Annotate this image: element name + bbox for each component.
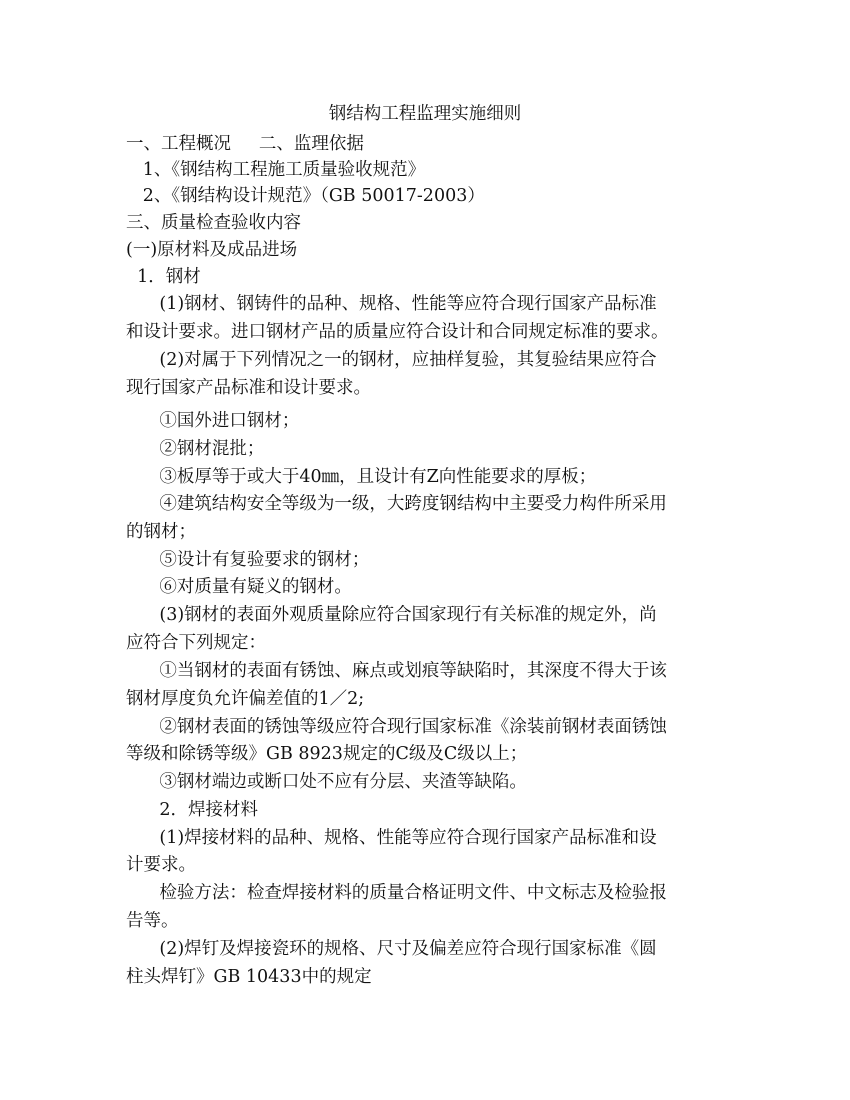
text-line-7: (1)钢材、钢铸件的品种、规格、性能等应符合现行国家产品标准 [126,294,657,314]
text-line-28: 检验方法：检查焊接材料的质量合格证明文件、中文标志及检验报 [126,883,667,903]
text-line-13: ③板厚等于或大于40㎜，且设计有Z向性能要求的厚板； [126,467,597,487]
text-line-6: 1．钢材 [126,267,201,287]
page-title: 钢结构工程监理实施细则 [328,104,522,124]
text-line-23: 等级和除锈等级》GB 8923规定的C级及C级以上； [126,744,528,764]
text-line-22: ②钢材表面的锈蚀等级应符合现行国家标准《涂装前钢材表面锈蚀 [126,717,667,737]
text-line-17: ⑥对质量有疑义的钢材。 [126,577,352,597]
text-line-4: 三、质量检查验收内容 [126,213,301,233]
text-line-12: ②钢材混批； [126,439,265,459]
text-line-20: ①当钢材的表面有锈蚀、麻点或划痕等缺陷时，其深度不得大于该 [126,661,667,681]
text-line-19: 应符合下列规定： [126,633,266,653]
text-line-5: (一)原材料及成品进场 [126,240,298,260]
text-line-21: 钢材厚度负允许偏差值的1／2; [126,689,365,709]
text-line-29: 告等。 [126,911,179,931]
text-line-11: ①国外进口钢材； [126,411,300,431]
text-line-2: 1、《钢结构工程施工质量验收规范》 [126,160,426,180]
text-line-25: 2．焊接材料 [126,800,259,820]
text-line-26: (1)焊接材料的品种、规格、性能等应符合现行国家产品标准和设 [126,828,657,848]
text-line-30: (2)焊钉及焊接瓷环的规格、尺寸及偏差应符合现行国家标准《圆 [126,939,657,959]
text-line-31: 柱头焊钉》GB 10433中的规定 [126,967,372,987]
text-line-24: ③钢材端边或断口处不应有分层、夹渣等缺陷。 [126,772,527,792]
text-line-1: 一、工程概况 二、监理依据 [126,134,364,154]
text-line-18: (3)钢材的表面外观质量除应符合国家现行有关标准的规定外，尚 [126,605,657,625]
text-line-15: 的钢材； [126,522,196,542]
text-line-8: 和设计要求。进口钢材产品的质量应符合设计和合同规定标准的要求。 [126,322,669,342]
text-line-3: 2、《钢结构设计规范》（GB 50017-2003） [126,186,485,206]
text-line-14: ④建筑结构安全等级为一级，大跨度钢结构中主要受力构件所采用 [126,494,667,514]
text-line-27: 计要求。 [126,855,196,875]
text-line-10: 现行国家产品标准和设计要求。 [126,378,371,398]
text-line-16: ⑤设计有复验要求的钢材； [126,550,370,570]
text-line-9: (2)对属于下列情况之一的钢材，应抽样复验，其复验结果应符合 [126,350,657,370]
